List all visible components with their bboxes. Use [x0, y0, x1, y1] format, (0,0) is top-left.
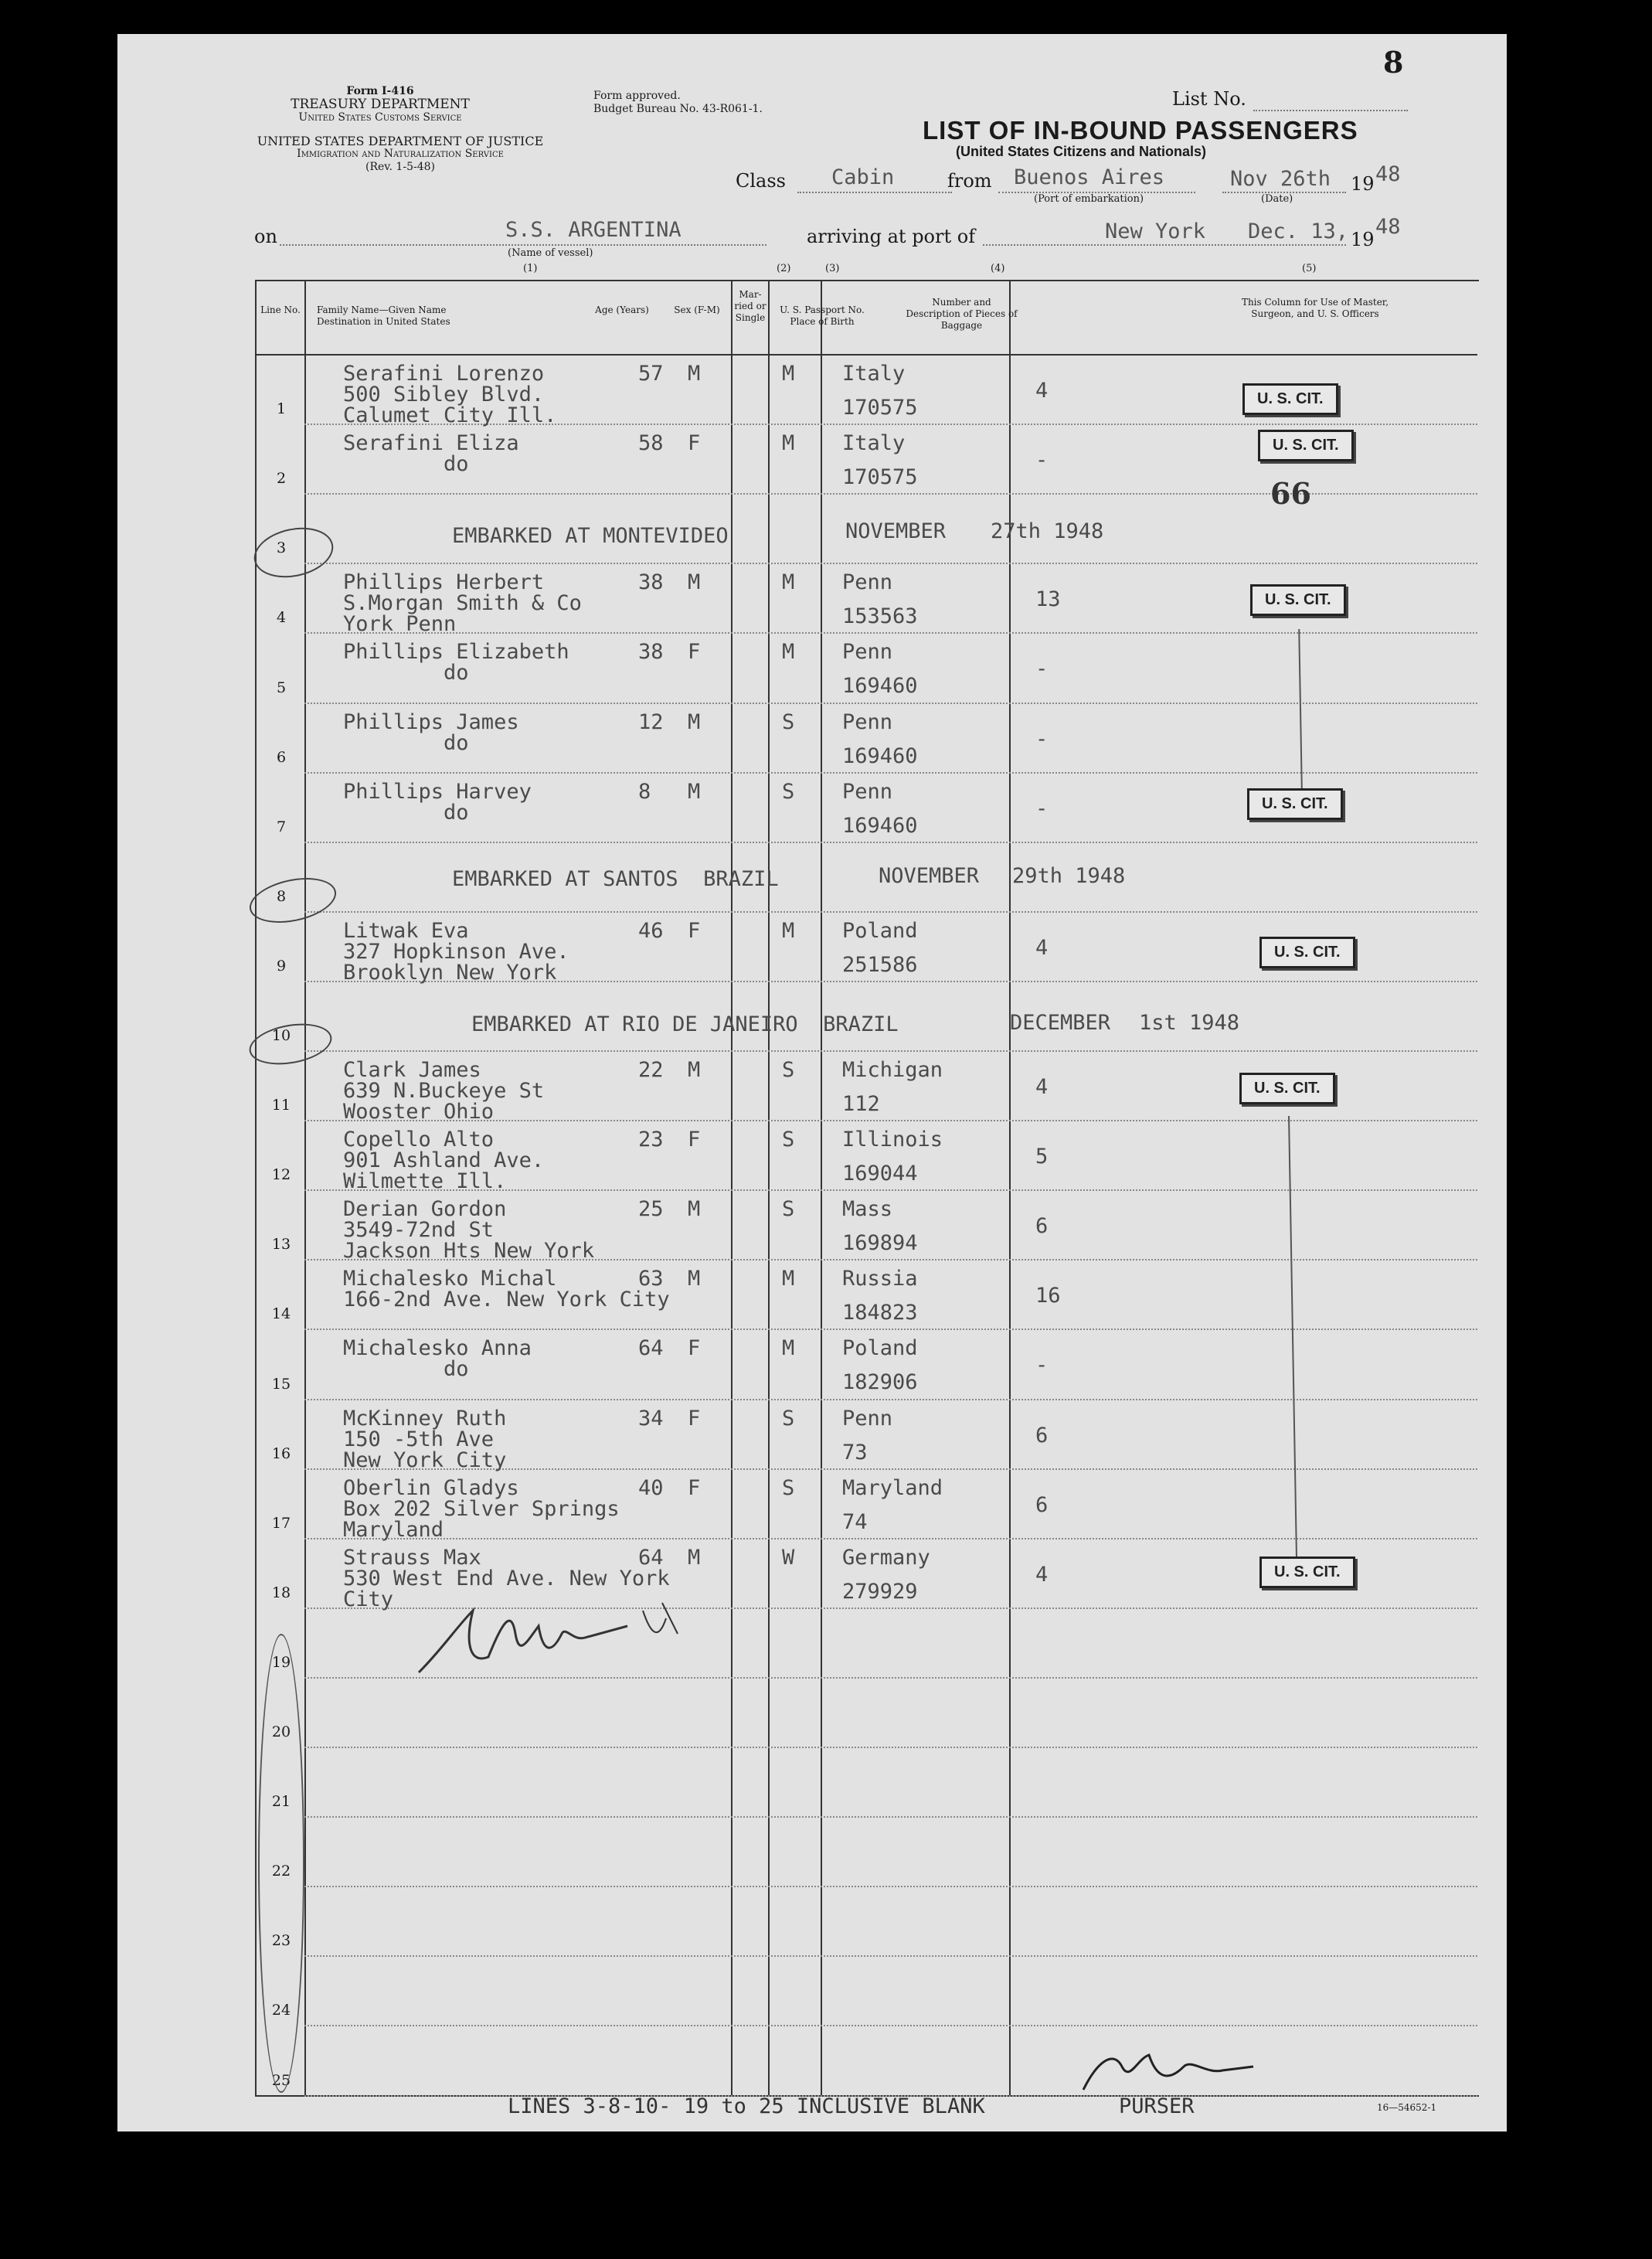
passenger-passport: 251586: [842, 952, 918, 977]
row-rule: [304, 703, 1477, 704]
passenger-name: Serafini Lorenzo 500 Sibley Blvd. Calumet City Ill.: [343, 362, 557, 427]
manifest-page: 8 Form I-416 TREASURY DEPARTMENT United States Customs Service UNITED STATES DEPARTMENT OF JUSTICE Immigration and Naturalization Service (Rev. 1-5-48) Form approved. Budget Bureau No. 43-R061-1. List No. LIST OF IN-BOUND PASSENGERS (United States Citizens and Nationals) Class Cabin from Buenos Aires (Port of embarkation) Nov 26th (Date) 19 48 on S.S. ARGENTINA (Name of vessel) arriving at port of New York Dec. 13, 19 48 (1) (2) (3) (4) (5) Line No. Family Name—Given Name Destination in United States Age (Years) Sex (F-M) Mar- ried or Single U. S. Passport No. Place of Birth Number and Description of Pieces of Baggage This Column for Use of Master, Surgeon, and U. S. Officers 1 2 3 4 5 6 7 8 9 10 11 12 13 14 15 16 17 18 19 20 21 22 23 24 25 Serafini Lorenzo 500 Sibley Blvd. Calumet City Ill. 57 M M Italy 170575 4 Serafini Eliza do 58 F M Italy 170575 - Phillips Herbert S.Morgan Smith & Co York Penn 38 M M Penn 153563 13 Phillips Elizabeth do 38 F M Penn 169460 - Phillips James do 12 M S Penn 169460 - Phillips Harvey do 8 M S Penn 169460 - Litwak Eva 327 Hopkinson Ave. Brooklyn New York 46 F M Poland 251586 4 Clark James 639 N.Buckeye St Wooster Ohio 22 M S Michigan 112 4 Copello Alto 901 Ashland Ave. Wilmette Ill. 23 F S Illinois 169044 5 Derian Gordon 3549-72nd St Jackson Hts New York 25 M S Mass 169894 6 Michalesko Michal 166-2nd Ave. New York City 63 M M Russia 184823 16 Michalesko Anna do 64 F M Poland 182906 - McKinney Ruth 150 -5th Ave New York City 34 F S Penn 73 6 Oberlin Gladys Box 202 Silver Springs Maryland 40 F S Maryland 74 6 Strauss Max 530 West End Ave. New York City 64 M W Germany 279929 4 EMBARKED AT MONTEVIDEO NOVEMBER 27th 1948 EMBARKED AT SANTOS BRAZIL NOVEMBER 29th 1948 EMBARKED AT RIO DE JANEIRO BRAZIL DECEMBER 1st 1948 U. S. CIT. U. S. CIT. U. S. CIT. U. S. CIT. U. S. CIT. U. S. CIT. U. S. CIT. 66 LINES 3-8-10- 19 to 25 INCLUSIVE BLANK PURSER 16—54652-1: [117, 34, 1507, 2131]
passenger-baggage: 6: [1035, 1492, 1049, 1517]
passenger-baggage: -: [1035, 1353, 1049, 1378]
us-citizen-stamp: U. S. CIT.: [1239, 1073, 1335, 1104]
footer-note: LINES 3-8-10- 19 to 25 INCLUSIVE BLANK: [508, 2094, 985, 2118]
passenger-place: Italy: [842, 431, 906, 456]
line-number: 8: [276, 887, 287, 905]
line-number: 19: [271, 1653, 291, 1671]
passenger-name: Michalesko Anna do: [343, 1336, 532, 1382]
embarkation-note: EMBARKED AT SANTOS BRAZIL: [452, 867, 779, 891]
page-title: LIST OF IN-BOUND PASSENGERS: [923, 116, 1358, 145]
row-rule: [304, 911, 1477, 913]
passenger-sex: M: [688, 1545, 701, 1570]
page-number: 8: [1383, 45, 1404, 80]
passenger-place: Penn: [842, 1406, 893, 1431]
line-number: 2: [276, 470, 287, 488]
passenger-name: Phillips Herbert S.Morgan Smith & Co York Penn: [343, 570, 582, 637]
passenger-name: Oberlin Gladys Box 202 Silver Springs Maryland: [343, 1475, 620, 1542]
passenger-place: Illinois: [842, 1128, 943, 1152]
passenger-sex: F: [688, 918, 701, 943]
passenger-sex: M: [688, 709, 701, 734]
passenger-name: Copello Alto 901 Ashland Ave. Wilmette Ill.: [343, 1128, 545, 1194]
line-number: 24: [271, 2002, 291, 2019]
passenger-baggage: 4: [1035, 1075, 1049, 1099]
us-citizen-stamp: U. S. CIT.: [1259, 937, 1355, 968]
line-number: 1: [276, 400, 287, 418]
passenger-ms: S: [782, 709, 795, 734]
passenger-baggage: 6: [1035, 1423, 1049, 1448]
row-rule: [304, 1329, 1477, 1330]
passenger-baggage: 5: [1035, 1145, 1049, 1169]
passenger-ms: M: [782, 570, 795, 595]
passenger-place: Penn: [842, 779, 893, 804]
passenger-place: Russia: [842, 1267, 918, 1291]
us-citizen-stamp: U. S. CIT.: [1259, 1556, 1355, 1588]
passenger-place: Poland: [842, 1336, 918, 1361]
passenger-sex: F: [688, 640, 701, 665]
passenger-name: Phillips James do: [343, 709, 519, 755]
passenger-ms: S: [782, 1128, 795, 1152]
passenger-passport: 182906: [842, 1370, 918, 1395]
passenger-age: 25: [638, 1197, 664, 1222]
embarkation-date: Nov 26th: [1230, 167, 1331, 191]
passenger-sex: F: [688, 1128, 701, 1152]
passenger-sex: M: [688, 362, 701, 386]
passenger-ms: S: [782, 1406, 795, 1431]
line-number: 22: [271, 1863, 291, 1880]
embarkation-port: Buenos Aires: [1014, 165, 1165, 189]
passenger-passport: 74: [842, 1509, 868, 1534]
line-number: 16: [271, 1444, 291, 1462]
line-number: 9: [276, 957, 287, 975]
passenger-name: Litwak Eva 327 Hopkinson Ave. Brooklyn New York: [343, 918, 569, 985]
line-number: 20: [271, 1723, 291, 1740]
passenger-age: 40: [638, 1475, 664, 1500]
passenger-age: 38: [638, 640, 664, 665]
passenger-sex: F: [688, 1475, 701, 1500]
line-number: 4: [276, 609, 287, 627]
passenger-place: Germany: [842, 1545, 930, 1570]
passenger-place: Italy: [842, 362, 906, 386]
passenger-sex: F: [688, 1336, 701, 1361]
line-number: 7: [276, 818, 287, 835]
passenger-name: Phillips Elizabeth do: [343, 640, 569, 686]
line-number: 25: [271, 2071, 291, 2089]
col-header-age: Age (Years): [595, 304, 649, 315]
row-rule: [304, 1816, 1477, 1818]
passenger-passport: 169044: [842, 1162, 918, 1186]
line-number: 5: [276, 679, 287, 696]
passenger-age: 22: [638, 1058, 664, 1082]
line-number: 17: [271, 1514, 291, 1532]
passenger-passport: 184823: [842, 1301, 918, 1325]
passenger-baggage: 16: [1035, 1284, 1061, 1308]
passenger-place: Michigan: [842, 1058, 943, 1082]
passenger-ms: M: [782, 640, 795, 665]
row-rule: [304, 2025, 1477, 2026]
row-rule: [304, 1886, 1477, 1887]
passenger-age: 58: [638, 431, 664, 456]
passenger-sex: F: [688, 431, 701, 456]
passenger-baggage: 13: [1035, 587, 1061, 612]
passenger-passport: 112: [842, 1092, 880, 1116]
passenger-passport: 170575: [842, 465, 918, 490]
passenger-age: 63: [638, 1267, 664, 1291]
annotation-66: 66: [1270, 476, 1311, 511]
col-header-name: Family Name—Given Name Destination in United States: [317, 304, 450, 327]
passenger-ms: S: [782, 779, 795, 804]
passenger-passport: 73: [842, 1440, 868, 1465]
passenger-name: Strauss Max 530 West End Ave. New York City: [343, 1545, 670, 1611]
col-header-officers: This Column for Use of Master, Surgeon, and U. S. Officers: [1241, 297, 1389, 319]
col-header-passport: U. S. Passport No. Place of Birth: [780, 304, 865, 327]
line-number: 21: [271, 1793, 291, 1811]
passenger-sex: M: [688, 570, 701, 595]
passenger-ms: S: [782, 1058, 795, 1082]
passenger-place: Penn: [842, 570, 893, 595]
row-rule: [304, 842, 1477, 843]
handwritten-signature: [411, 1580, 689, 1696]
passenger-baggage: 4: [1035, 379, 1049, 403]
passenger-sex: M: [688, 1058, 701, 1082]
row-rule: [304, 1747, 1477, 1748]
passenger-name: Michalesko Michal 166-2nd Ave. New York City: [343, 1267, 670, 1312]
list-no-label: List No.: [1172, 88, 1246, 110]
passenger-ms: S: [782, 1197, 795, 1222]
row-rule: [304, 1399, 1477, 1400]
passenger-ms: M: [782, 362, 795, 386]
passenger-baggage: -: [1035, 448, 1049, 473]
us-citizen-stamp: U. S. CIT.: [1247, 788, 1343, 820]
passenger-age: 8: [638, 779, 651, 804]
us-citizen-stamp: U. S. CIT.: [1242, 383, 1338, 415]
col-header-married: Mar- ried or Single: [734, 289, 767, 323]
passenger-ms: S: [782, 1475, 795, 1500]
line-number: 12: [271, 1166, 291, 1184]
row-rule: [304, 563, 1477, 564]
passenger-age: 34: [638, 1406, 664, 1431]
passenger-baggage: 4: [1035, 1562, 1049, 1587]
passenger-passport: 170575: [842, 396, 918, 420]
line-number: 14: [271, 1305, 291, 1323]
col-header-line-no: Line No.: [260, 304, 301, 315]
passenger-sex: M: [688, 1267, 701, 1291]
us-citizen-stamp: U. S. CIT.: [1258, 430, 1354, 461]
passenger-age: 64: [638, 1336, 664, 1361]
passenger-age: 64: [638, 1545, 664, 1570]
arrival-date: Dec. 13,: [1248, 219, 1349, 243]
vessel-name: S.S. ARGENTINA: [505, 218, 682, 242]
agency-block: UNITED STATES DEPARTMENT OF JUSTICE Immigration and Naturalization Service (Rev. 1-5-48): [257, 134, 544, 173]
embarkation-note: EMBARKED AT MONTEVIDEO: [452, 524, 729, 548]
line-number: 11: [271, 1097, 291, 1114]
passenger-passport: 279929: [842, 1579, 918, 1604]
row-rule: [304, 1050, 1477, 1052]
form-id: Form I-416 TREASURY DEPARTMENT United States Customs Service: [291, 85, 470, 124]
passenger-place: Mass: [842, 1197, 893, 1222]
passenger-name: Derian Gordon 3549-72nd St Jackson Hts New York: [343, 1197, 595, 1264]
passenger-age: 12: [638, 709, 664, 734]
passenger-ms: M: [782, 1336, 795, 1361]
passenger-sex: F: [688, 1406, 701, 1431]
line-number: 18: [271, 1584, 291, 1601]
passenger-passport: 153563: [842, 604, 918, 629]
passenger-name: Phillips Harvey do: [343, 779, 532, 825]
passenger-passport: 169460: [842, 813, 918, 838]
passenger-baggage: 6: [1035, 1214, 1049, 1239]
line-number: 13: [271, 1236, 291, 1254]
passenger-place: Penn: [842, 640, 893, 665]
passenger-age: 23: [638, 1128, 664, 1152]
line-number: 10: [271, 1027, 291, 1044]
class-value: Cabin: [831, 165, 895, 189]
passenger-baggage: -: [1035, 796, 1049, 821]
col-header-baggage: Number and Description of Pieces of Baggage: [906, 297, 1018, 331]
passenger-ms: W: [782, 1545, 795, 1570]
passenger-sex: M: [688, 1197, 701, 1222]
passenger-name: McKinney Ruth 150 -5th Ave New York City: [343, 1406, 507, 1472]
passenger-ms: M: [782, 1267, 795, 1291]
passenger-passport: 169460: [842, 743, 918, 768]
passenger-name: Serafini Eliza do: [343, 431, 519, 477]
approval-note: Form approved. Budget Bureau No. 43-R061-1.: [593, 90, 763, 115]
passenger-ms: M: [782, 431, 795, 456]
embarkation-note: EMBARKED AT RIO DE JANEIRO BRAZIL: [471, 1012, 899, 1036]
passenger-place: Penn: [842, 709, 893, 734]
passenger-passport: 169894: [842, 1231, 918, 1256]
row-rule: [304, 1955, 1477, 1957]
col-header-sex: Sex (F-M): [674, 304, 720, 315]
line-number: 15: [271, 1375, 291, 1393]
arrival-port: New York: [1105, 219, 1206, 243]
page-subtitle: (United States Citizens and Nationals): [956, 144, 1207, 159]
passenger-baggage: -: [1035, 726, 1049, 751]
line-number: 6: [276, 748, 287, 766]
passenger-place: Poland: [842, 918, 918, 943]
passenger-place: Maryland: [842, 1475, 943, 1500]
passenger-ms: M: [782, 918, 795, 943]
print-code: 16—54652-1: [1377, 2102, 1437, 2113]
passenger-baggage: -: [1035, 657, 1049, 682]
purser-label: PURSER: [1119, 2094, 1195, 2118]
passenger-name: Clark James 639 N.Buckeye St Wooster Ohio: [343, 1058, 545, 1124]
line-number: 3: [276, 539, 287, 557]
passenger-baggage: 4: [1035, 935, 1049, 960]
passenger-age: 38: [638, 570, 664, 595]
line-number: 23: [271, 1932, 291, 1950]
passenger-passport: 169460: [842, 674, 918, 699]
passenger-sex: M: [688, 779, 701, 804]
passenger-age: 46: [638, 918, 664, 943]
us-citizen-stamp: U. S. CIT.: [1250, 584, 1346, 616]
passenger-age: 57: [638, 362, 664, 386]
